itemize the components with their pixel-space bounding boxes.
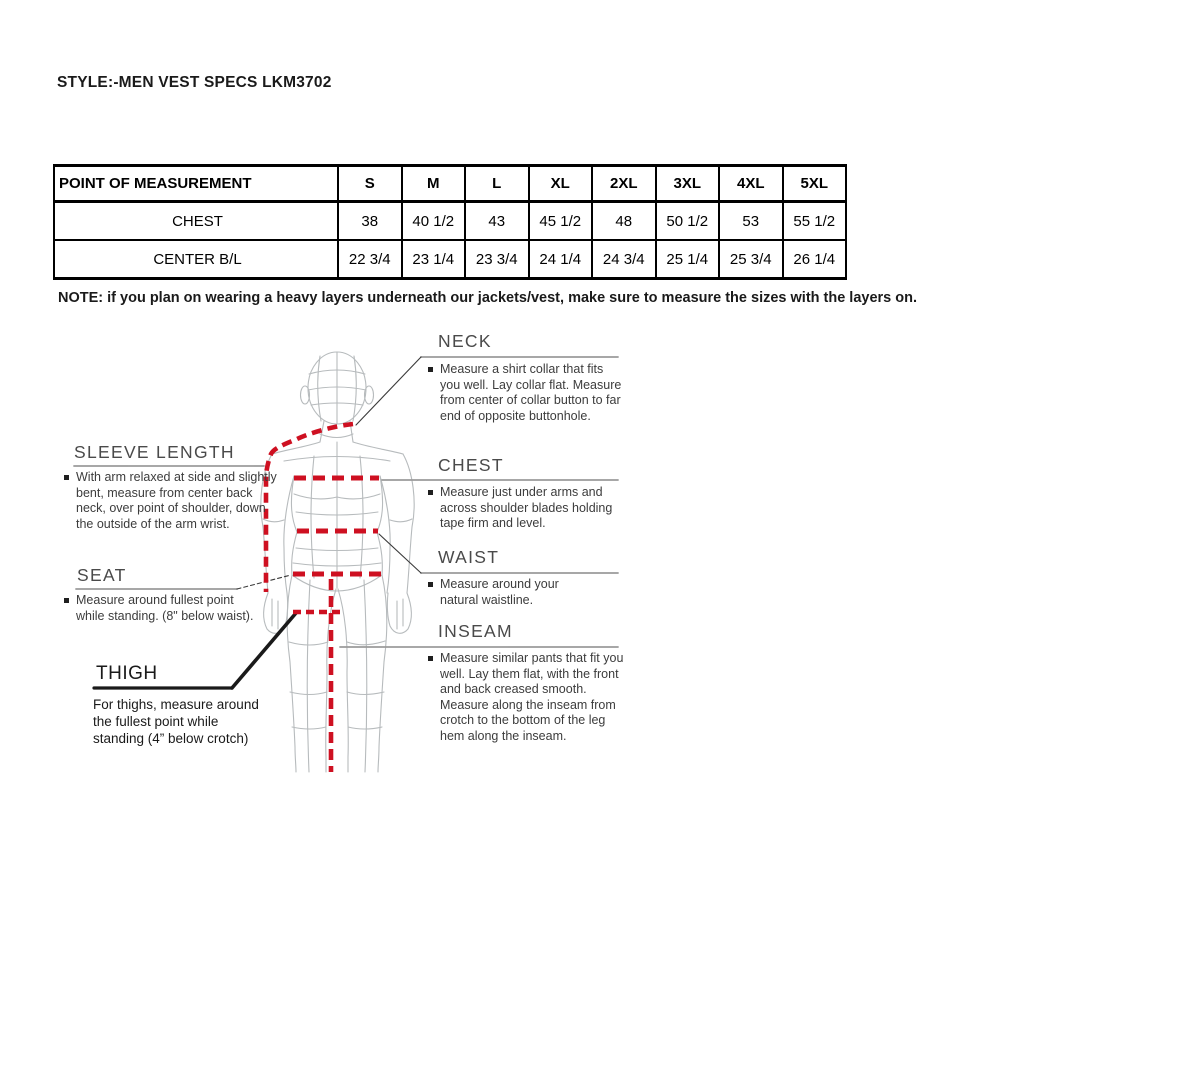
table-cell: 24 1/4 [529, 240, 593, 279]
seat-description [64, 593, 254, 624]
column-header: 2XL [592, 166, 656, 202]
waist-heading: WAIST [438, 547, 500, 567]
row-label: CENTER B/L [54, 240, 338, 279]
table-cell: 23 1/4 [402, 240, 466, 279]
neck-description [428, 362, 624, 424]
table-cell: 40 1/2 [402, 202, 466, 241]
column-header: POINT OF MEASUREMENT [54, 166, 338, 202]
thigh-description: For thighs, measure around the fullest point while standing (4” below crotch) [93, 697, 259, 746]
table-cell: 55 1/2 [783, 202, 847, 241]
inseam-heading: INSEAM [438, 621, 513, 641]
bullet-square-icon [428, 490, 433, 495]
neck-description-text: Measure a shirt collar that fits you well. Lay collar flat. Measure from center of collar button to far end of opposite buttonhole. [440, 362, 622, 423]
table-cell: 25 3/4 [719, 240, 783, 279]
chest-description [428, 485, 633, 532]
seat-description-text: Measure around fullest point while standing. (8" below waist). [76, 593, 254, 623]
table-row [54, 202, 846, 241]
page-title: STYLE:-MEN VEST SPECS LKM3702 [57, 74, 332, 91]
chest-heading: CHEST [438, 455, 504, 475]
sleeve-length-description [64, 470, 279, 532]
table-cell: 24 3/4 [592, 240, 656, 279]
column-header: XL [529, 166, 593, 202]
sleeve-length-heading: SLEEVE LENGTH [74, 442, 235, 462]
table-cell: 48 [592, 202, 656, 241]
table-cell: 45 1/2 [529, 202, 593, 241]
bullet-square-icon [428, 367, 433, 372]
bullet-square-icon [64, 475, 69, 480]
column-header: 5XL [783, 166, 847, 202]
table-cell: 23 3/4 [465, 240, 529, 279]
bullet-square-icon [428, 656, 433, 661]
size-chart-table [53, 164, 847, 280]
neck-heading: NECK [438, 331, 492, 351]
table-cell: 38 [338, 202, 402, 241]
seat-heading: SEAT [77, 565, 127, 585]
column-header: L [465, 166, 529, 202]
column-header: 4XL [719, 166, 783, 202]
waist-description [428, 577, 600, 608]
table-cell: 26 1/4 [783, 240, 847, 279]
note-text: NOTE: if you plan on wearing a heavy layers underneath our jackets/vest, make sure to measure the sizes with the layers on. [58, 290, 918, 306]
column-header: S [338, 166, 402, 202]
waist-description-text: Measure around your natural waistline. [440, 577, 559, 607]
table-header-row [54, 166, 846, 202]
table-cell: 43 [465, 202, 529, 241]
row-label: CHEST [54, 202, 338, 241]
column-header: M [402, 166, 466, 202]
table-cell: 50 1/2 [656, 202, 720, 241]
inseam-description-text: Measure similar pants that fit you well. Lay them flat, with the front and back creased smooth. Measure along the inseam from crotch to the bottom of the leg hem along the inseam. [440, 651, 624, 743]
sleeve-length-description-text: With arm relaxed at side and slightly bent, measure from center back neck, over point of shoulder, down the outside of the arm wrist. [76, 470, 277, 531]
mannequin-outline [261, 352, 414, 772]
table-cell: 53 [719, 202, 783, 241]
bullet-square-icon [428, 582, 433, 587]
inseam-description [428, 651, 628, 744]
thigh-heading: THIGH [96, 663, 158, 684]
table-cell: 25 1/4 [656, 240, 720, 279]
column-header: 3XL [656, 166, 720, 202]
table-cell: 22 3/4 [338, 240, 402, 279]
table-row [54, 240, 846, 279]
bullet-square-icon [64, 598, 69, 603]
chest-description-text: Measure just under arms and across shoulder blades holding tape firm and level. [440, 485, 613, 530]
